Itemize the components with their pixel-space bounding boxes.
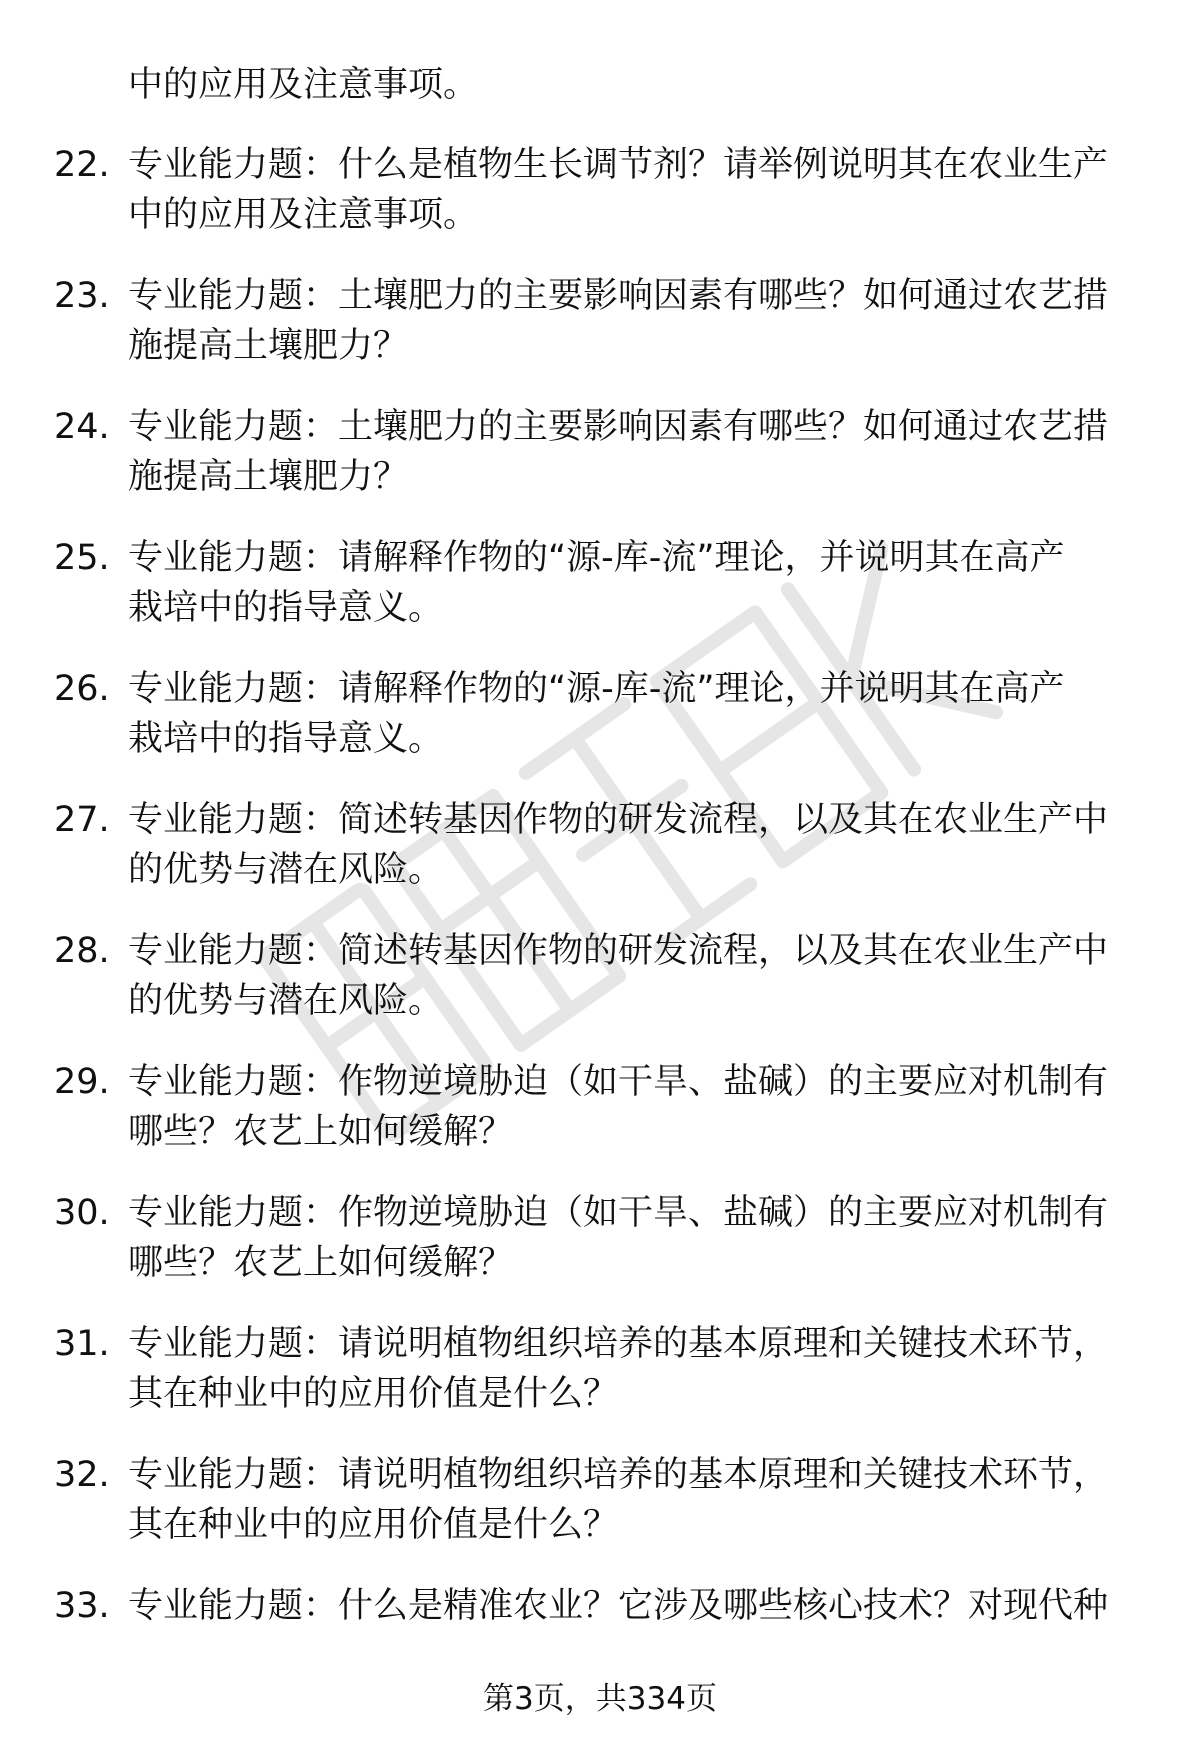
question-text: 专业能力题：土壤肥力的主要影响因素有哪些？如何通过农艺措 施提高土壤肥力？ <box>128 407 1109 497</box>
question-number: 28. <box>54 931 110 971</box>
question-number: 33. <box>54 1586 110 1626</box>
question-text: 专业能力题：请解释作物的“源-库-流”理论，并说明其在高产 栽培中的指导意义。 <box>128 669 1065 759</box>
question-number: 24. <box>54 407 110 447</box>
question-number: 29. <box>54 1062 110 1102</box>
question-text: 专业能力题：什么是植物生长调节剂？请举例说明其在农业生产 中的应用及注意事项。 <box>128 145 1109 235</box>
question-item <box>0 1188 1200 1319</box>
question-item <box>0 926 1200 1057</box>
question-text: 专业能力题：什么是精准农业？它涉及哪些核心技术？对现代种 <box>128 1586 1109 1626</box>
question-number: 22. <box>54 145 110 185</box>
question-item <box>0 664 1200 795</box>
question-text: 专业能力题：请解释作物的“源-库-流”理论，并说明其在高产 栽培中的指导意义。 <box>128 538 1065 628</box>
question-text: 专业能力题：简述转基因作物的研发流程，以及其在农业生产中 的优势与潜在风险。 <box>128 931 1109 1021</box>
question-number: 32. <box>54 1455 110 1495</box>
continuation-text: 中的应用及注意事项。 <box>128 65 479 105</box>
question-item <box>0 402 1200 533</box>
question-item <box>0 1319 1200 1450</box>
question-item <box>0 271 1200 402</box>
question-item <box>0 533 1200 664</box>
question-number: 23. <box>54 276 110 316</box>
question-item <box>0 1057 1200 1188</box>
question-text: 专业能力题：作物逆境胁迫（如干旱、盐碱）的主要应对机制有 哪些？农艺上如何缓解？ <box>128 1062 1109 1152</box>
question-text: 专业能力题：请说明植物组织培养的基本原理和关键技术环节， 其在种业中的应用价值是什么？ <box>128 1324 1109 1414</box>
question-number: 25. <box>54 538 110 578</box>
page-number-footer: 第3页，共334页 <box>483 1681 717 1717</box>
question-number: 27. <box>54 800 110 840</box>
question-number: 31. <box>54 1324 110 1364</box>
question-number: 30. <box>54 1193 110 1233</box>
question-list <box>0 140 1200 1712</box>
question-text: 专业能力题：土壤肥力的主要影响因素有哪些？如何通过农艺措 施提高土壤肥力？ <box>128 276 1109 366</box>
question-item <box>0 1450 1200 1581</box>
question-text: 专业能力题：简述转基因作物的研发流程，以及其在农业生产中 的优势与潜在风险。 <box>128 800 1109 890</box>
question-item <box>0 140 1200 271</box>
question-text: 专业能力题：请说明植物组织培养的基本原理和关键技术环节， 其在种业中的应用价值是什么？ <box>128 1455 1109 1545</box>
question-text: 专业能力题：作物逆境胁迫（如干旱、盐碱）的主要应对机制有 哪些？农艺上如何缓解？ <box>128 1193 1109 1283</box>
question-item <box>0 795 1200 926</box>
question-number: 26. <box>54 669 110 709</box>
